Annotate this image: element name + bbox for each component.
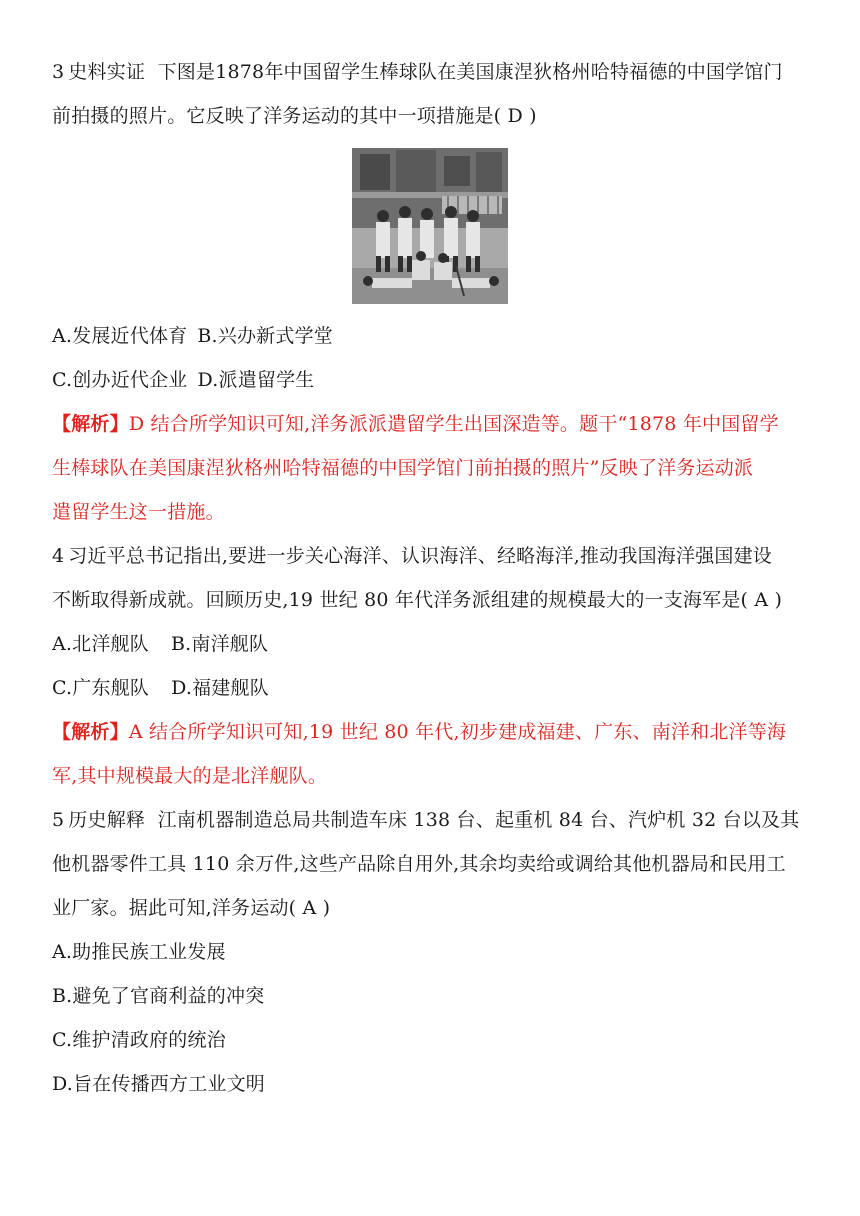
q3-analysis-line-2: 生棒球队在美国康涅狄格州哈特福德的中国学馆门前拍摄的照片”反映了洋务运动派 <box>52 457 754 479</box>
q3-options-row-1 <box>52 314 812 358</box>
q3-stem-line-1 <box>52 50 812 94</box>
question-document <box>52 50 812 1106</box>
q3-stem-text-1: 下图是1878年中国留学生棒球队在美国康涅狄格州哈特福德的中国学馆门 <box>157 61 783 83</box>
q5-option-b[interactable]: B.避免了官商利益的冲突 <box>52 985 265 1007</box>
q3-stem-line-2: 前拍摄的照片。它反映了洋务运动的其中一项措施是( D ) <box>52 105 537 127</box>
q5-stem-line-1 <box>52 798 812 842</box>
q4-analysis-text-1: A 结合所学知识可知,19 世纪 80 年代,初步建成福建、广东、南洋和北洋等海 <box>128 721 787 743</box>
q4-analysis-line-2: 军,其中规模最大的是北洋舰队。 <box>52 765 328 787</box>
q4-number: 4 <box>52 545 65 567</box>
baseball-team-photo <box>352 148 508 304</box>
q5-stem-text-1: 江南机器制造总局共制造车床 138 台、起重机 84 台、汽炉机 32 台以及其 <box>157 809 800 831</box>
q3-photo-area <box>52 138 812 314</box>
q4-stem-line-2: 不断取得新成就。回顾历史,19 世纪 80 年代洋务派组建的规模最大的一支海军是( A ) <box>52 589 783 611</box>
q4-option-d[interactable]: D.福建舰队 <box>171 677 269 699</box>
q4-analysis-line-1 <box>52 710 812 754</box>
q5-option-a[interactable]: A.助推民族工业发展 <box>52 941 226 963</box>
q5-number: 5 <box>52 809 65 831</box>
q5-tag: 历史解释 <box>68 809 146 831</box>
q4-option-b[interactable]: B.南洋舰队 <box>170 633 269 655</box>
q3-tag: 史料实证 <box>68 61 146 83</box>
q4-analysis-label: 【解析】 <box>52 721 129 743</box>
q3-analysis-line-1 <box>52 402 812 446</box>
q4-options-row-2 <box>52 666 812 710</box>
q3-option-a[interactable]: A.发展近代体育 <box>52 325 188 347</box>
q4-stem-text-1: 习近平总书记指出,要进一步关心海洋、认识海洋、经略海洋,推动我国海洋强国建设 <box>68 545 772 567</box>
q3-option-c[interactable]: C.创办近代企业 <box>52 369 188 391</box>
q3-number: 3 <box>52 61 65 83</box>
q5-stem-line-2: 他机器零件工具 110 余万件,这些产品除自用外,其余均卖给或调给其他机器局和民用工 <box>52 853 786 875</box>
q3-analysis-line-3: 遣留学生这一措施。 <box>52 501 225 523</box>
q3-option-d[interactable]: D.派遣留学生 <box>197 369 315 391</box>
q4-stem-line-1 <box>52 534 812 578</box>
q3-option-b[interactable]: B.兴办新式学堂 <box>197 325 333 347</box>
q5-option-c[interactable]: C.维护清政府的统治 <box>52 1029 226 1051</box>
q3-options-row-2 <box>52 358 812 402</box>
q3-analysis-text-1: D 结合所学知识可知,洋务派派遣留学生出国深造等。题干“1878 年中国留学 <box>128 413 779 435</box>
q5-stem-line-3: 业厂家。据此可知,洋务运动( A ) <box>52 897 331 919</box>
q4-options-row-1 <box>52 622 812 666</box>
q5-option-d[interactable]: D.旨在传播西方工业文明 <box>52 1073 265 1095</box>
q3-analysis-label: 【解析】 <box>52 413 129 435</box>
q4-option-c[interactable]: C.广东舰队 <box>52 677 150 699</box>
q4-option-a[interactable]: A.北洋舰队 <box>52 633 149 655</box>
